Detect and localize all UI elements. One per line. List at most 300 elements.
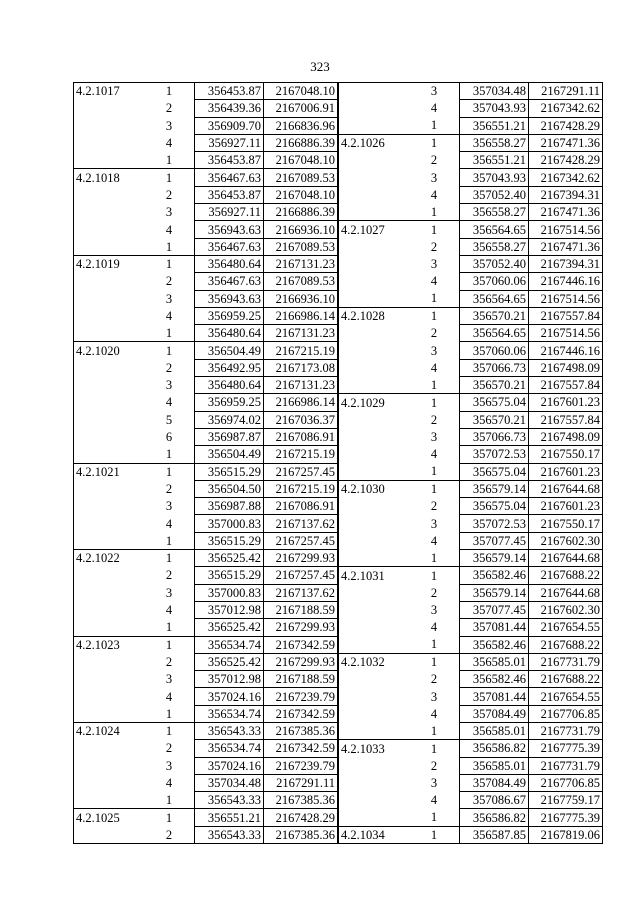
- parcel-id-cell: [74, 100, 145, 117]
- x-coordinate-cell: 357081.44: [460, 688, 529, 705]
- parcel-id-cell: [74, 584, 145, 601]
- table-row: [74, 653, 338, 670]
- point-number-cell: 3: [165, 585, 173, 600]
- y-coordinate-cell: 2167086.91: [264, 498, 338, 515]
- x-coordinate-cell: 356582.46: [460, 671, 529, 688]
- parcel-id-cell: 4.2.1021: [74, 463, 145, 480]
- parcel-id-cell: [339, 342, 410, 359]
- y-coordinate-cell: 2166886.39: [264, 134, 338, 151]
- x-coordinate-cell: 356551.21: [460, 117, 529, 134]
- point-number-cell: 1: [409, 740, 460, 757]
- point-number-cell: 2: [430, 585, 438, 600]
- table-row: [339, 515, 603, 532]
- parcel-id-cell: [339, 688, 410, 705]
- y-coordinate-cell: 2167775.39: [529, 740, 603, 757]
- parcel-id-cell: [74, 826, 145, 843]
- point-number-cell: 2: [430, 758, 438, 773]
- y-coordinate-cell: 2167759.17: [529, 792, 603, 809]
- x-coordinate-cell: 357072.53: [460, 515, 529, 532]
- parcel-id-cell: [339, 411, 410, 428]
- table-row: [74, 221, 338, 238]
- table-row: [74, 255, 338, 272]
- x-coordinate-cell: 356927.11: [195, 134, 264, 151]
- y-coordinate-cell: 2167342.59: [264, 705, 338, 722]
- x-coordinate-cell: 356570.21: [460, 377, 529, 394]
- x-coordinate-cell: 356480.64: [195, 255, 264, 272]
- point-number-cell: 1: [144, 792, 195, 809]
- y-coordinate-cell: 2167257.45: [264, 532, 338, 549]
- point-number-cell: 4: [430, 101, 438, 116]
- point-number-cell: 3: [430, 170, 438, 185]
- x-coordinate-cell: 357086.67: [460, 792, 529, 809]
- y-coordinate-cell: 2167471.36: [529, 134, 603, 151]
- y-coordinate-cell: 2167644.68: [529, 584, 603, 601]
- table-row: [339, 221, 603, 238]
- parcel-id-cell: [339, 584, 410, 601]
- parcel-id-cell: [339, 290, 410, 307]
- y-coordinate-cell: 2167550.17: [529, 515, 603, 532]
- point-number-cell: 4: [430, 447, 438, 462]
- x-coordinate-cell: 357060.06: [460, 342, 529, 359]
- y-coordinate-cell: 2167131.23: [264, 377, 338, 394]
- y-coordinate-cell: 2167654.55: [529, 619, 603, 636]
- parcel-id-cell: [74, 359, 145, 376]
- table-row: [339, 584, 603, 601]
- table-row: [74, 273, 338, 290]
- y-coordinate-cell: 2167239.79: [264, 757, 338, 774]
- y-coordinate-cell: 2167601.23: [529, 394, 603, 411]
- x-coordinate-cell: 356515.29: [195, 567, 264, 584]
- table-row: [74, 601, 338, 618]
- x-coordinate-cell: 357077.45: [460, 601, 529, 618]
- table-row: [339, 411, 603, 428]
- parcel-id-cell: [74, 515, 145, 532]
- y-coordinate-cell: 2166936.10: [264, 290, 338, 307]
- parcel-id-cell: 4.2.1031: [339, 567, 410, 584]
- point-number-cell: 3: [430, 776, 438, 791]
- point-number-cell: 1: [144, 809, 195, 826]
- parcel-id-cell: [74, 325, 145, 342]
- x-coordinate-cell: 357066.73: [460, 359, 529, 376]
- table-row: [339, 359, 603, 376]
- parcel-id-cell: [74, 186, 145, 203]
- x-coordinate-cell: 356586.82: [460, 809, 529, 826]
- point-number-cell: 1: [144, 325, 195, 342]
- y-coordinate-cell: 2167557.84: [529, 377, 603, 394]
- point-number-cell: 1: [409, 204, 460, 221]
- x-coordinate-cell: 356492.95: [195, 359, 264, 376]
- parcel-id-cell: 4.2.1026: [339, 134, 410, 151]
- parcel-id-cell: 4.2.1018: [74, 169, 145, 186]
- point-number-cell: 1: [409, 117, 460, 134]
- point-number-cell: 4: [430, 360, 438, 375]
- table-row: [74, 117, 338, 134]
- table-row: [339, 636, 603, 653]
- x-coordinate-cell: 356570.21: [460, 411, 529, 428]
- parcel-id-cell: [74, 134, 145, 151]
- page-number: 323: [310, 59, 330, 74]
- table-row: [339, 498, 603, 515]
- x-coordinate-cell: 356564.65: [460, 221, 529, 238]
- table-row: [74, 584, 338, 601]
- table-row: [339, 255, 603, 272]
- x-coordinate-cell: 356575.04: [460, 394, 529, 411]
- parcel-id-cell: [339, 498, 410, 515]
- point-number-cell: 4: [430, 620, 438, 635]
- x-coordinate-cell: 357052.40: [460, 186, 529, 203]
- parcel-id-cell: [74, 204, 145, 221]
- y-coordinate-cell: 2167688.22: [529, 671, 603, 688]
- x-coordinate-cell: 356453.87: [195, 152, 264, 169]
- parcel-id-cell: [74, 567, 145, 584]
- table-row: [74, 757, 338, 774]
- y-coordinate-cell: 2167514.56: [529, 290, 603, 307]
- y-coordinate-cell: 2166936.10: [264, 221, 338, 238]
- point-number-cell: 2: [165, 274, 173, 289]
- table-row: [74, 636, 338, 653]
- parcel-id-cell: [74, 221, 145, 238]
- coordinates-table-right: [338, 82, 603, 844]
- y-coordinate-cell: 2167188.59: [264, 671, 338, 688]
- point-number-cell: 3: [165, 291, 173, 306]
- table-row: [74, 619, 338, 636]
- y-coordinate-cell: 2167446.16: [529, 273, 603, 290]
- table-row: [74, 411, 338, 428]
- table-row: [74, 705, 338, 722]
- table-row: [74, 515, 338, 532]
- table-row: [339, 550, 603, 567]
- table-row: [339, 342, 603, 359]
- parcel-id-cell: 4.2.1020: [74, 342, 145, 359]
- x-coordinate-cell: 356586.82: [460, 740, 529, 757]
- x-coordinate-cell: 357072.53: [460, 446, 529, 463]
- table-row: [74, 480, 338, 497]
- y-coordinate-cell: 2167257.45: [264, 567, 338, 584]
- x-coordinate-cell: 356525.42: [195, 619, 264, 636]
- parcel-id-cell: [74, 394, 145, 411]
- point-number-cell: 1: [409, 809, 460, 826]
- x-coordinate-cell: 356453.87: [195, 83, 264, 100]
- table-row: [339, 826, 603, 843]
- point-number-cell: 3: [430, 689, 438, 704]
- x-coordinate-cell: 356987.87: [195, 428, 264, 445]
- y-coordinate-cell: 2167048.10: [264, 83, 338, 100]
- y-coordinate-cell: 2167471.36: [529, 204, 603, 221]
- x-coordinate-cell: 356525.42: [195, 550, 264, 567]
- y-coordinate-cell: 2167731.79: [529, 722, 603, 739]
- y-coordinate-cell: 2167089.53: [264, 169, 338, 186]
- point-number-cell: 4: [165, 395, 173, 410]
- point-number-cell: 1: [144, 83, 195, 100]
- table-row: [339, 325, 603, 342]
- x-coordinate-cell: 356570.21: [460, 307, 529, 324]
- y-coordinate-cell: 2167498.09: [529, 428, 603, 445]
- x-coordinate-cell: 356515.29: [195, 463, 264, 480]
- x-coordinate-cell: 356467.63: [195, 238, 264, 255]
- table-row: [74, 809, 338, 826]
- point-number-cell: 4: [430, 187, 438, 202]
- point-number-cell: 2: [165, 741, 173, 756]
- point-number-cell: 3: [409, 83, 460, 100]
- parcel-id-cell: [339, 325, 410, 342]
- table-row: [339, 532, 603, 549]
- parcel-id-cell: 4.2.1025: [74, 809, 145, 826]
- y-coordinate-cell: 2167688.22: [529, 636, 603, 653]
- x-coordinate-cell: 356987.88: [195, 498, 264, 515]
- parcel-id-cell: [339, 757, 410, 774]
- y-coordinate-cell: 2167446.16: [529, 342, 603, 359]
- y-coordinate-cell: 2167299.93: [264, 653, 338, 670]
- parcel-id-cell: [339, 428, 410, 445]
- table-row: [339, 377, 603, 394]
- y-coordinate-cell: 2167089.53: [264, 273, 338, 290]
- x-coordinate-cell: 356943.63: [195, 290, 264, 307]
- x-coordinate-cell: 356564.65: [460, 325, 529, 342]
- parcel-id-cell: [339, 169, 410, 186]
- parcel-id-cell: [339, 100, 410, 117]
- point-number-cell: 4: [430, 274, 438, 289]
- parcel-id-cell: [339, 273, 410, 290]
- point-number-cell: 1: [409, 134, 460, 151]
- y-coordinate-cell: 2167428.29: [529, 152, 603, 169]
- x-coordinate-cell: 356453.87: [195, 186, 264, 203]
- x-coordinate-cell: 356558.27: [460, 134, 529, 151]
- point-number-cell: 1: [409, 653, 460, 670]
- table-row: [74, 238, 338, 255]
- table-row: [339, 774, 603, 791]
- x-coordinate-cell: 356551.21: [195, 809, 264, 826]
- y-coordinate-cell: 2167644.68: [529, 550, 603, 567]
- table-row: [74, 394, 338, 411]
- table-row: [74, 550, 338, 567]
- y-coordinate-cell: 2166986.14: [264, 307, 338, 324]
- parcel-id-cell: [74, 740, 145, 757]
- parcel-id-cell: [339, 792, 410, 809]
- point-number-cell: 4: [430, 533, 438, 548]
- y-coordinate-cell: 2167601.23: [529, 498, 603, 515]
- y-coordinate-cell: 2167257.45: [264, 463, 338, 480]
- point-number-cell: 1: [409, 550, 460, 567]
- y-coordinate-cell: 2167385.36: [264, 826, 338, 843]
- point-number-cell: 2: [165, 568, 173, 583]
- table-row: [339, 688, 603, 705]
- parcel-id-cell: [339, 705, 410, 722]
- point-number-cell: 4: [165, 309, 173, 323]
- point-number-cell: 3: [165, 499, 173, 514]
- table-row: [339, 117, 603, 134]
- x-coordinate-cell: 356582.46: [460, 636, 529, 653]
- y-coordinate-cell: 2167342.59: [264, 636, 338, 653]
- point-number-cell: 1: [144, 152, 195, 169]
- y-coordinate-cell: 2167291.11: [529, 83, 603, 100]
- table-row: [339, 671, 603, 688]
- point-number-cell: 1: [409, 480, 460, 497]
- x-coordinate-cell: 356579.14: [460, 550, 529, 567]
- point-number-cell: 2: [165, 187, 173, 202]
- x-coordinate-cell: 356534.74: [195, 740, 264, 757]
- table-row: [74, 169, 338, 186]
- x-coordinate-cell: 356543.33: [195, 792, 264, 809]
- table-row: [74, 342, 338, 359]
- y-coordinate-cell: 2167514.56: [529, 325, 603, 342]
- table-row: [74, 325, 338, 342]
- table-row: [339, 809, 603, 826]
- parcel-id-cell: 4.2.1024: [74, 722, 145, 739]
- table-row: [74, 359, 338, 376]
- point-number-cell: 1: [144, 238, 195, 255]
- point-number-cell: 2: [430, 326, 438, 341]
- table-row: [339, 480, 603, 497]
- parcel-id-cell: [339, 152, 410, 169]
- parcel-id-cell: [74, 705, 145, 722]
- point-number-cell: 1: [409, 221, 460, 238]
- point-number-cell: 2: [165, 481, 173, 496]
- table-row: [74, 186, 338, 203]
- y-coordinate-cell: 2167086.91: [264, 428, 338, 445]
- table-row: [339, 204, 603, 221]
- x-coordinate-cell: 356585.01: [460, 653, 529, 670]
- point-number-cell: 3: [165, 118, 173, 133]
- x-coordinate-cell: 357012.98: [195, 601, 264, 618]
- table-row: [339, 186, 603, 203]
- table-row: [74, 83, 338, 100]
- point-number-cell: 4: [165, 603, 173, 618]
- table-row: [339, 100, 603, 117]
- table-row: [74, 134, 338, 151]
- y-coordinate-cell: 2167006.91: [264, 100, 338, 117]
- x-coordinate-cell: 356943.63: [195, 221, 264, 238]
- y-coordinate-cell: 2167342.62: [529, 169, 603, 186]
- x-coordinate-cell: 357012.98: [195, 671, 264, 688]
- x-coordinate-cell: 356534.74: [195, 636, 264, 653]
- y-coordinate-cell: 2167514.56: [529, 221, 603, 238]
- point-number-cell: 4: [165, 689, 173, 704]
- table-row: [339, 428, 603, 445]
- x-coordinate-cell: 357043.93: [460, 100, 529, 117]
- x-coordinate-cell: 356959.25: [195, 394, 264, 411]
- parcel-id-cell: [74, 532, 145, 549]
- parcel-id-cell: [339, 671, 410, 688]
- table-row: [339, 653, 603, 670]
- parcel-id-cell: [339, 515, 410, 532]
- point-number-cell: 1: [409, 307, 460, 324]
- parcel-id-cell: [339, 446, 410, 463]
- point-number-cell: 4: [165, 776, 173, 791]
- parcel-id-cell: [339, 809, 410, 826]
- parcel-id-cell: 4.2.1032: [339, 653, 410, 670]
- parcel-id-cell: 4.2.1033: [339, 740, 410, 757]
- point-number-cell: 1: [409, 394, 460, 411]
- x-coordinate-cell: 356575.04: [460, 498, 529, 515]
- parcel-id-cell: [339, 83, 410, 100]
- table-row: [74, 532, 338, 549]
- x-coordinate-cell: 357081.44: [460, 619, 529, 636]
- parcel-id-cell: [74, 290, 145, 307]
- table-row: [339, 238, 603, 255]
- parcel-id-cell: [74, 377, 145, 394]
- y-coordinate-cell: 2167048.10: [264, 186, 338, 203]
- parcel-id-cell: [339, 532, 410, 549]
- x-coordinate-cell: 357066.73: [460, 428, 529, 445]
- x-coordinate-cell: 356504.49: [195, 342, 264, 359]
- y-coordinate-cell: 2167602.30: [529, 532, 603, 549]
- y-coordinate-cell: 2167137.62: [264, 584, 338, 601]
- parcel-id-cell: [74, 757, 145, 774]
- y-coordinate-cell: 2167428.29: [529, 117, 603, 134]
- table-row: [74, 428, 338, 445]
- y-coordinate-cell: 2167731.79: [529, 757, 603, 774]
- table-row: [339, 757, 603, 774]
- table-row: [339, 463, 603, 480]
- y-coordinate-cell: 2167385.36: [264, 792, 338, 809]
- x-coordinate-cell: 357084.49: [460, 774, 529, 791]
- x-coordinate-cell: 357043.93: [460, 169, 529, 186]
- point-number-cell: 4: [165, 516, 173, 531]
- x-coordinate-cell: 357024.16: [195, 757, 264, 774]
- parcel-id-cell: [74, 307, 145, 324]
- parcel-id-cell: [74, 411, 145, 428]
- x-coordinate-cell: 356558.27: [460, 238, 529, 255]
- y-coordinate-cell: 2167428.29: [264, 809, 338, 826]
- point-number-cell: 4: [165, 222, 173, 237]
- table-row: [74, 688, 338, 705]
- point-number-cell: 1: [144, 255, 195, 272]
- parcel-id-cell: [74, 480, 145, 497]
- point-number-cell: 2: [430, 499, 438, 514]
- table-row: [339, 290, 603, 307]
- point-number-cell: 3: [165, 758, 173, 773]
- table-row: [74, 740, 338, 757]
- point-number-cell: 2: [430, 153, 438, 168]
- parcel-id-cell: 4.2.1017: [74, 83, 145, 100]
- table-row: [74, 204, 338, 221]
- parcel-id-cell: 4.2.1030: [339, 480, 410, 497]
- point-number-cell: 1: [409, 826, 460, 843]
- y-coordinate-cell: 2167215.19: [264, 446, 338, 463]
- point-number-cell: 4: [165, 136, 173, 151]
- y-coordinate-cell: 2167706.85: [529, 774, 603, 791]
- table-row: [339, 394, 603, 411]
- x-coordinate-cell: 356439.36: [195, 100, 264, 117]
- parcel-id-cell: [74, 653, 145, 670]
- table-row: [74, 671, 338, 688]
- y-coordinate-cell: 2167036.37: [264, 411, 338, 428]
- parcel-id-cell: 4.2.1022: [74, 550, 145, 567]
- x-coordinate-cell: 357060.06: [460, 273, 529, 290]
- parcel-id-cell: [339, 774, 410, 791]
- parcel-id-cell: [74, 273, 145, 290]
- point-number-cell: 6: [165, 430, 173, 445]
- point-number-cell: 1: [144, 705, 195, 722]
- y-coordinate-cell: 2167342.59: [264, 740, 338, 757]
- x-coordinate-cell: 357034.48: [460, 83, 529, 100]
- parcel-id-cell: [339, 463, 410, 480]
- point-number-cell: 2: [430, 239, 438, 254]
- x-coordinate-cell: 357024.16: [195, 688, 264, 705]
- y-coordinate-cell: 2167342.62: [529, 100, 603, 117]
- x-coordinate-cell: 356927.11: [195, 204, 264, 221]
- parcel-id-cell: [339, 204, 410, 221]
- table-row: [74, 307, 338, 324]
- table-row: [74, 152, 338, 169]
- x-coordinate-cell: 357084.49: [460, 705, 529, 722]
- point-number-cell: 3: [430, 430, 438, 445]
- table-row: [339, 152, 603, 169]
- y-coordinate-cell: 2167048.10: [264, 152, 338, 169]
- parcel-id-cell: [339, 619, 410, 636]
- parcel-id-cell: [74, 117, 145, 134]
- y-coordinate-cell: 2167819.06: [529, 826, 603, 843]
